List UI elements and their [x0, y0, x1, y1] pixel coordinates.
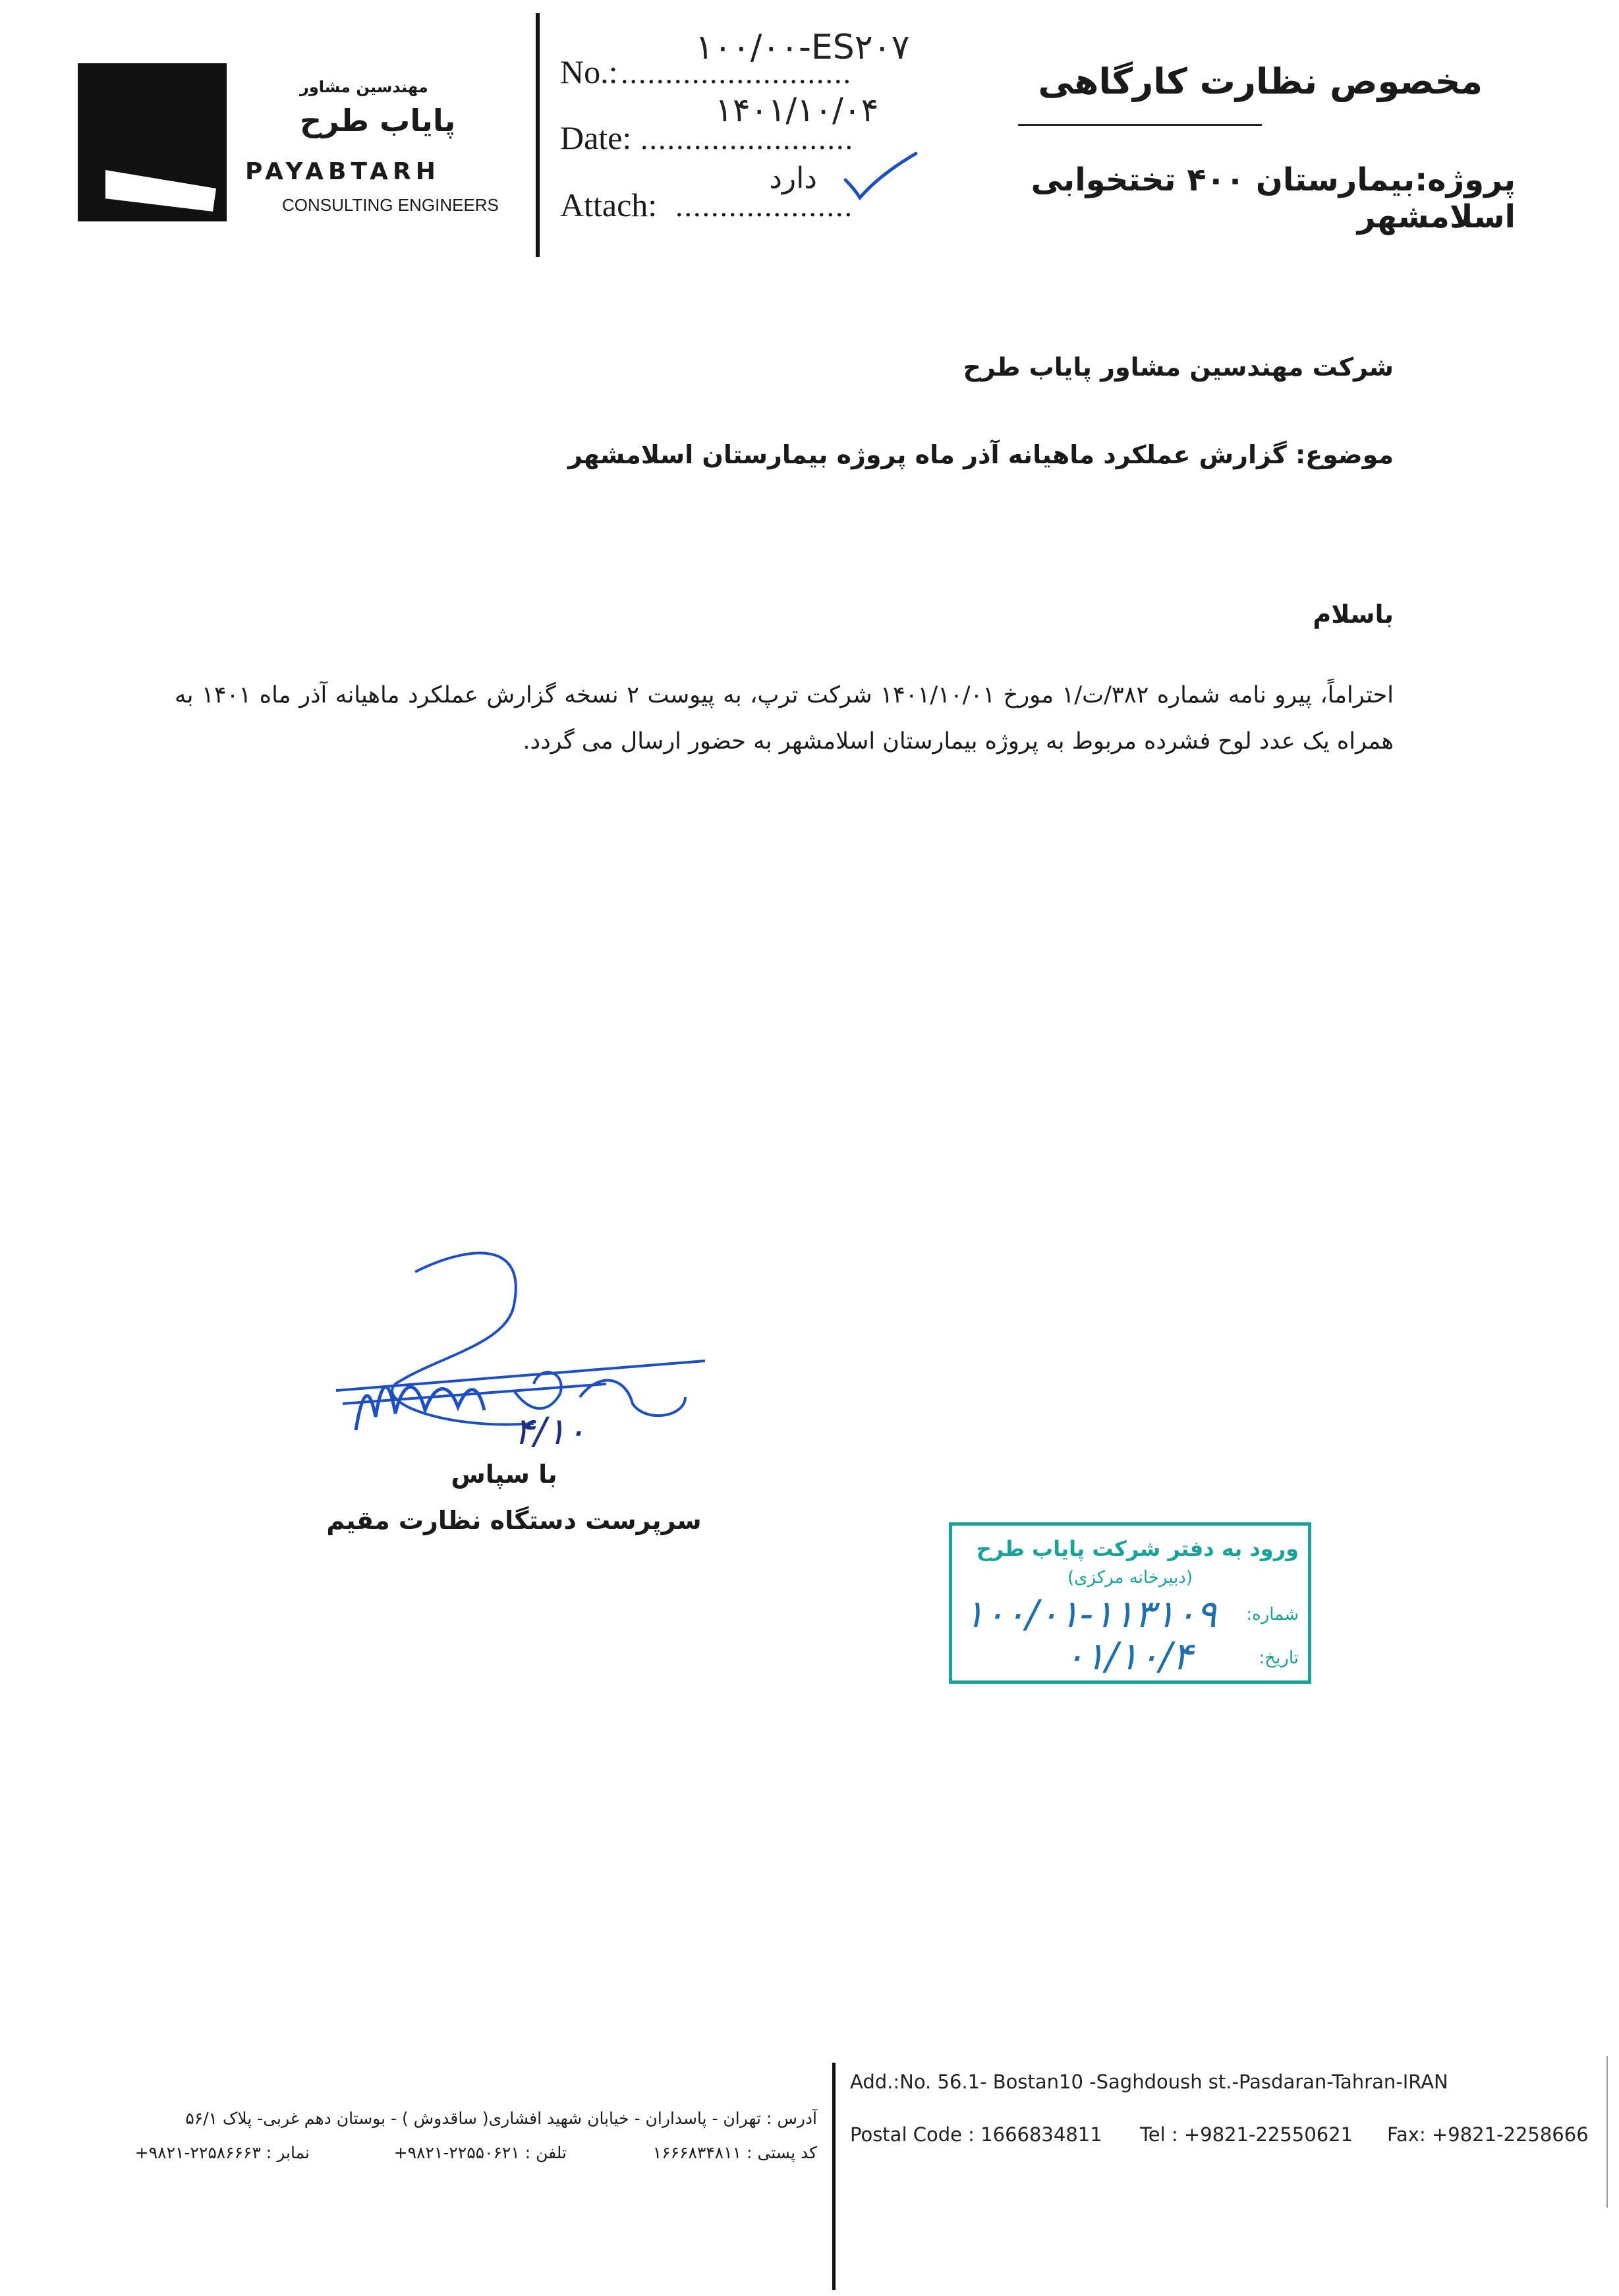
logo-company-en: PAYABTARH: [245, 158, 440, 185]
stamp-number-label: شماره:: [1246, 1605, 1299, 1624]
attach-value: دارد: [769, 161, 817, 195]
registration-stamp: [949, 1522, 1311, 1684]
logo-company-fa-small: مهندسین مشاور: [300, 78, 428, 96]
check-mark-icon: [840, 148, 919, 208]
stamp-date-label: تاریخ:: [1259, 1648, 1299, 1668]
handwritten-signature: [316, 1232, 725, 1470]
attach-dots: ....................: [675, 189, 853, 223]
company-logo: [78, 63, 227, 221]
no-label: No.:: [560, 53, 618, 90]
date-label: Date:: [560, 119, 632, 156]
footer-phone-fa: تلفن : ۲۲۵۵۰۶۲۱-۹۸۲۱+: [393, 2143, 567, 2162]
footer-fax-en: Fax: +9821-2258666: [1387, 2123, 1589, 2146]
subject-line: موضوع: گزارش عملکرد ماهیانه آذر ماه پروژه بیمارستان اسلامشهر: [568, 440, 1394, 469]
closing-thanks: با سپاس: [451, 1460, 557, 1489]
salutation: باسلام: [1313, 600, 1394, 629]
signature-date: ۴/۱۰: [514, 1410, 586, 1453]
footer-postal-fa: کد پستی : ۱۶۶۶۸۳۴۸۱۱: [652, 2143, 817, 2162]
letter-number: ۱۰۰/۰۰-ES۲۰۷: [695, 28, 910, 67]
footer-address-en: Add.:No. 56.1- Bostan10 -Saghdoush st.-Pasdaran-Tahran-IRAN: [850, 2071, 1448, 2093]
logo-shape: [78, 63, 227, 221]
project-title: پروژه:بیمارستان ۴۰۰ تختخوابی اسلامشهر: [1031, 161, 1516, 235]
stamp-subtitle: (دبیرخانه مرکزی): [1067, 1568, 1193, 1588]
logo-company-fa: پایاب طرح: [300, 103, 456, 138]
title-underline: [1018, 124, 1262, 126]
footer-divider: [832, 2063, 836, 2290]
no-dots: ..........................: [621, 56, 852, 90]
special-supervision-title: مخصوص نظارت کارگاهی: [1038, 61, 1483, 102]
stamp-date: ۰۱/۱۰/۴: [1064, 1634, 1193, 1679]
stamp-number: ۱۰۰/۰۱-۱۱۳۱۰۹: [964, 1592, 1217, 1636]
footer-postal-en: Postal Code : 1666834811: [850, 2123, 1102, 2146]
stamp-title: ورود به دفتر شرکت پایاب طرح: [976, 1536, 1299, 1561]
header-divider: [536, 13, 540, 257]
letter-date: ۱۴۰۱/۱۰/۰۴: [715, 91, 879, 129]
footer-fax-fa: نمابر : ۲۲۵۸۶۶۶۳-۹۸۲۱+: [134, 2143, 310, 2162]
footer-address-fa: آدرس : تهران - پاسداران - خیابان شهید افشاری( ساقدوش ) - بوستان دهم غربی- پلاک ۵۶/۱: [185, 2109, 817, 2128]
date-dots: ........................: [640, 122, 854, 156]
attach-label: Attach:: [560, 187, 658, 223]
footer-tel-en: Tel : +9821-22550621: [1140, 2123, 1353, 2146]
logo-company-en-sub: CONSULTING ENGINEERS: [282, 195, 499, 215]
addressee: شرکت مهندسین مشاور پایاب طرح: [963, 353, 1394, 382]
letter-body: احتراماً، پیرو نامه شماره ۳۸۲/ت/۱ مورخ ۱۴۰۱/۱۰/۰۱ شرکت ترپ، به پیوست ۲ نسخه گزارش عملکرد ماهیانه آذر ماه ۱۴۰۱ به همراه یک عدد لوح فشرده مربوط به پروژه بیمارستان اسلامشهر به حضور ارسال می گردد.: [175, 682, 1394, 755]
signer-title: سرپرست دستگاه نظارت مقیم: [326, 1506, 702, 1535]
